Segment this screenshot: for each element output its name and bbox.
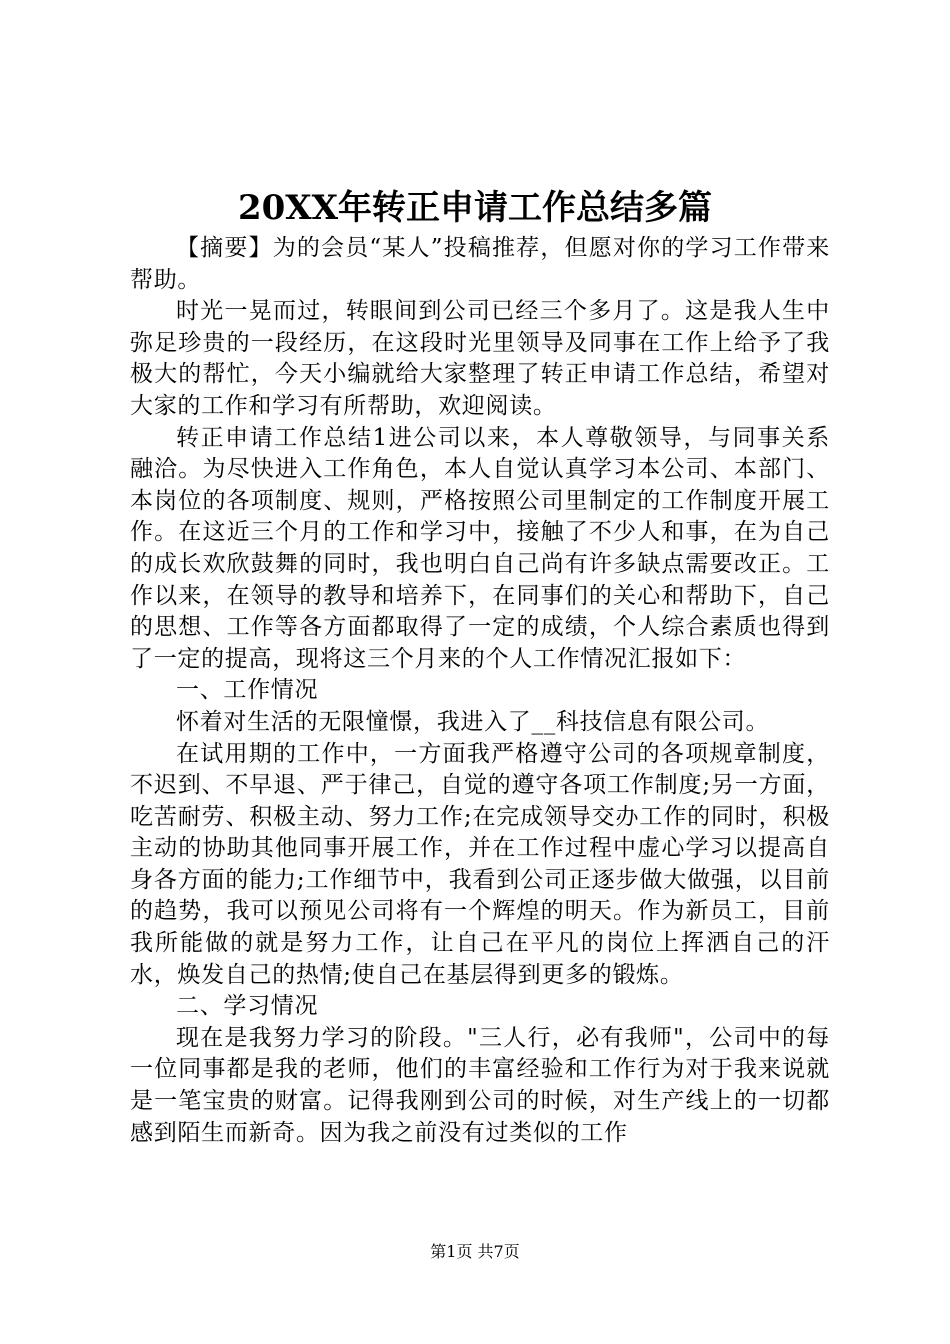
work-detail-paragraph: 在试用期的工作中，一方面我严格遵守公司的各项规章制度，不迟到、不早退、严于律己，自觉的遵守各项工作制度;另一方面，吃苦耐劳、积极主动、努力工作;在完成领导交办工作的同时，积极主动的协助其他同事开展工作，并在工作过程中虚心学习以提高自身各方面的能力;工作细节中，我看到公司正逐步做大做强，以目前的趋势，我可以预见公司将有一个辉煌的明天。作为新员工，目前我所能做的就是努力工作，让自己在平凡的岗位上挥洒自己的汗水，焕发自己的热情;使自己在基层得到更多的锻炼。 — [130, 740, 830, 988]
document-body — [130, 233, 830, 1149]
abstract-paragraph: 【摘要】为的会员“某人”投稿推荐，但愿对你的学习工作带来帮助。 — [130, 235, 830, 293]
section-heading-study: 二、学习情况 — [176, 993, 319, 1020]
work-intro-paragraph: 怀着对生活的无限憧憬，我进入了__科技信息有限公司。 — [176, 708, 770, 735]
intro-paragraph: 时光一晃而过，转眼间到公司已经三个多月了。这是我人生中弥足珍贵的一段经历，在这段时光里领导及同事在工作上给予了我极大的帮忙，今天小编就给大家整理了转正申请工作总结，希望对大家的工作和学习有所帮助，欢迎阅读。 — [130, 298, 830, 419]
section-heading-work: 一、工作情况 — [176, 677, 319, 704]
summary-paragraph: 转正申请工作总结1进公司以来，本人尊敬领导，与同事关系融洽。为尽快进入工作角色，本人自觉认真学习本公司、本部门、本岗位的各项制度、规则，严格按照公司里制定的工作制度开展工作。在这近三个月的工作和学习中，接触了不少人和事，在为自己的成长欢欣鼓舞的同时，我也明白自己尚有许多缺点需要改正。工作以来，在领导的教导和培养下，在同事们的关心和帮助下，自己的思想、工作等各方面都取得了一定的成绩，个人综合素质也得到了一定的提高，现将这三个月来的个人工作情况汇报如下： — [130, 424, 830, 672]
page-number-footer: 第1页 共7页 — [430, 1242, 520, 1261]
study-paragraph: 现在是我努力学习的阶段。"三人行，必有我师"，公司中的每一位同事都是我的老师，他们的丰富经验和工作行为对于我来说就是一笔宝贵的财富。记得我刚到公司的时候，对生产线上的一切都感到陌生而新奇。因为我之前没有过类似的工作 — [130, 1024, 830, 1146]
document-title: 20XX年转正申请工作总结多篇 — [237, 188, 713, 228]
